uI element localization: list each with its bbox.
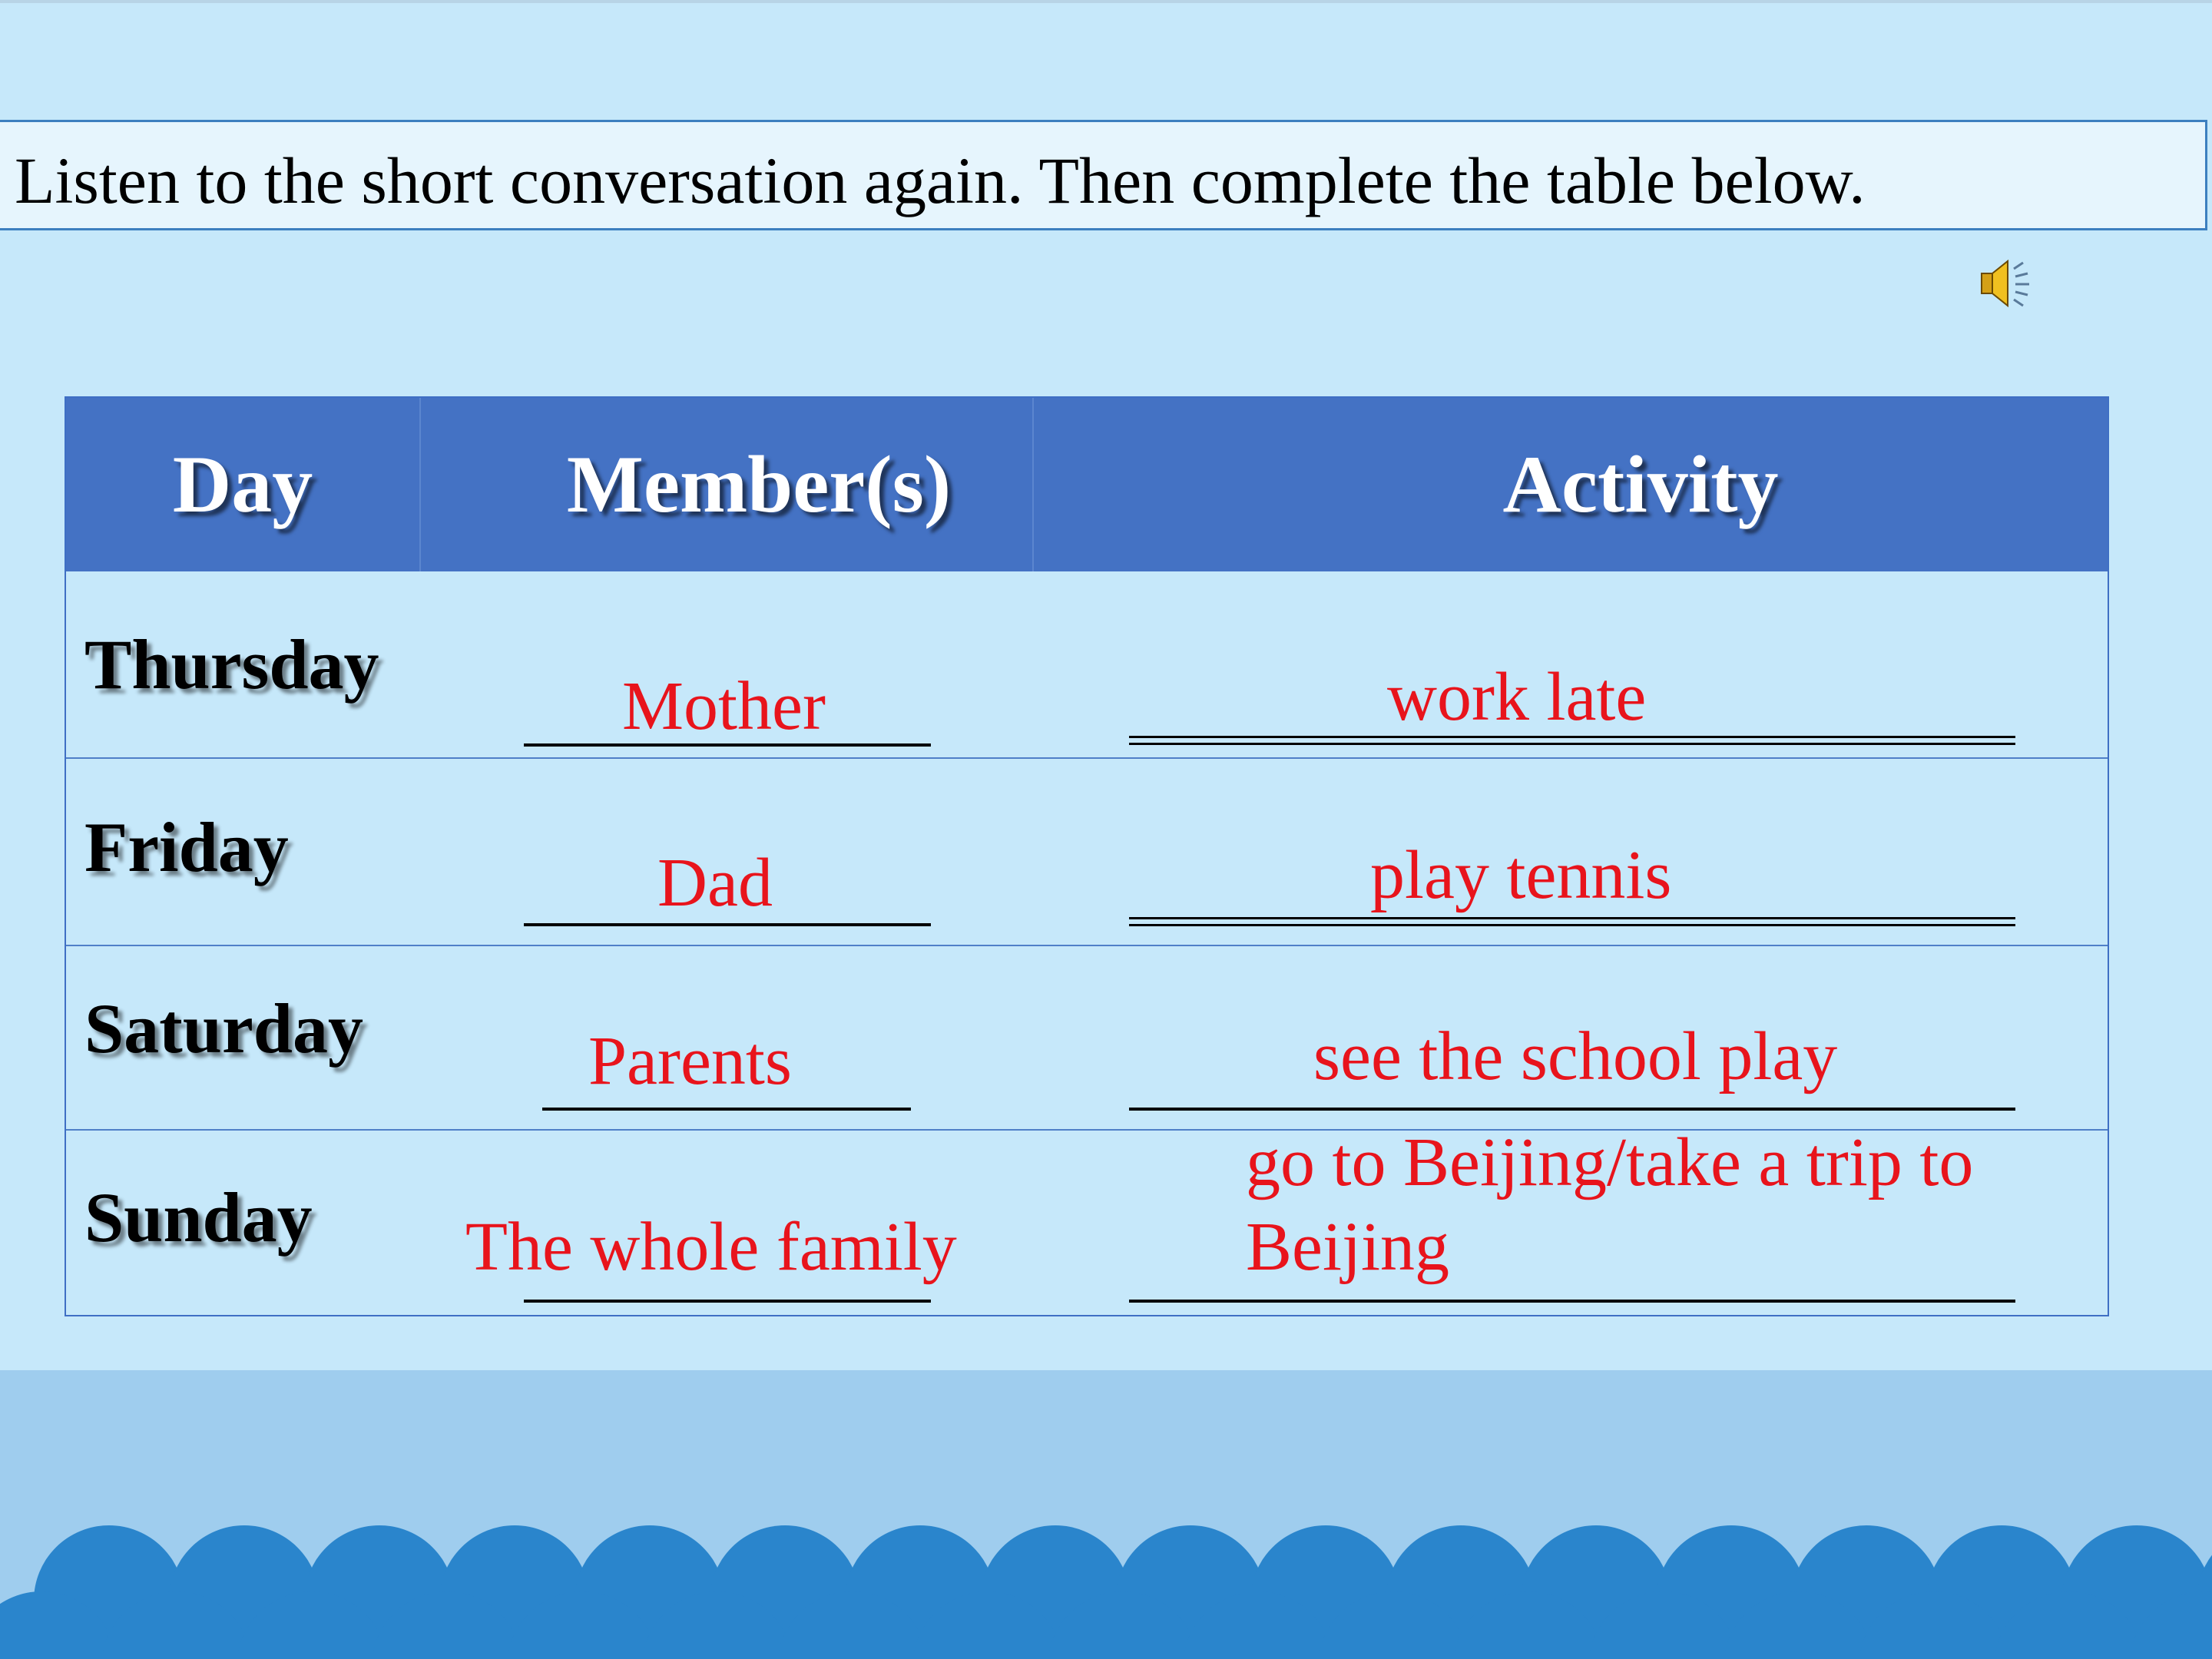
activity-table [65, 396, 2109, 1316]
day-label: Thursday [84, 625, 379, 704]
day-label: Saturday [84, 989, 363, 1068]
table-row [66, 571, 2108, 759]
header-day: Day [172, 439, 313, 529]
slide-top-edge [0, 0, 2212, 3]
member-answer: Parents [588, 1023, 792, 1099]
member-answer: Dad [657, 845, 773, 921]
member-blank [542, 1108, 911, 1111]
header-members: Member(s) [566, 439, 952, 529]
instruction-box [0, 120, 2207, 230]
member-answer: The whole family [465, 1209, 957, 1285]
activity-answer-line2: Beijing [1246, 1209, 1449, 1285]
table-row [66, 1124, 2108, 1318]
day-label: Friday [84, 808, 289, 886]
instruction-text: Listen to the short conversation again. Then complete the table below. [15, 144, 1866, 217]
activity-blank [1129, 917, 2015, 926]
table-row [66, 946, 2108, 1131]
member-blank [524, 923, 931, 926]
member-blank [524, 1300, 931, 1303]
speaker-icon[interactable] [1975, 253, 2037, 315]
header-activity: Activity [1502, 439, 1779, 529]
activity-answer-line1: go to Beijing/take a trip to [1246, 1124, 1974, 1200]
activity-answer: see the school play [1313, 1018, 1838, 1094]
member-answer: Mother [622, 668, 826, 744]
activity-blank [1129, 736, 2015, 745]
table-row [66, 759, 2108, 945]
activity-answer: play tennis [1370, 837, 1672, 913]
table-header-row [66, 398, 2108, 571]
day-label: Sunday [84, 1178, 313, 1257]
member-blank [524, 743, 931, 747]
activity-answer: work late [1387, 659, 1647, 735]
decorative-waves [0, 1370, 2212, 1659]
activity-blank [1129, 1108, 2015, 1111]
activity-blank [1129, 1300, 2015, 1303]
